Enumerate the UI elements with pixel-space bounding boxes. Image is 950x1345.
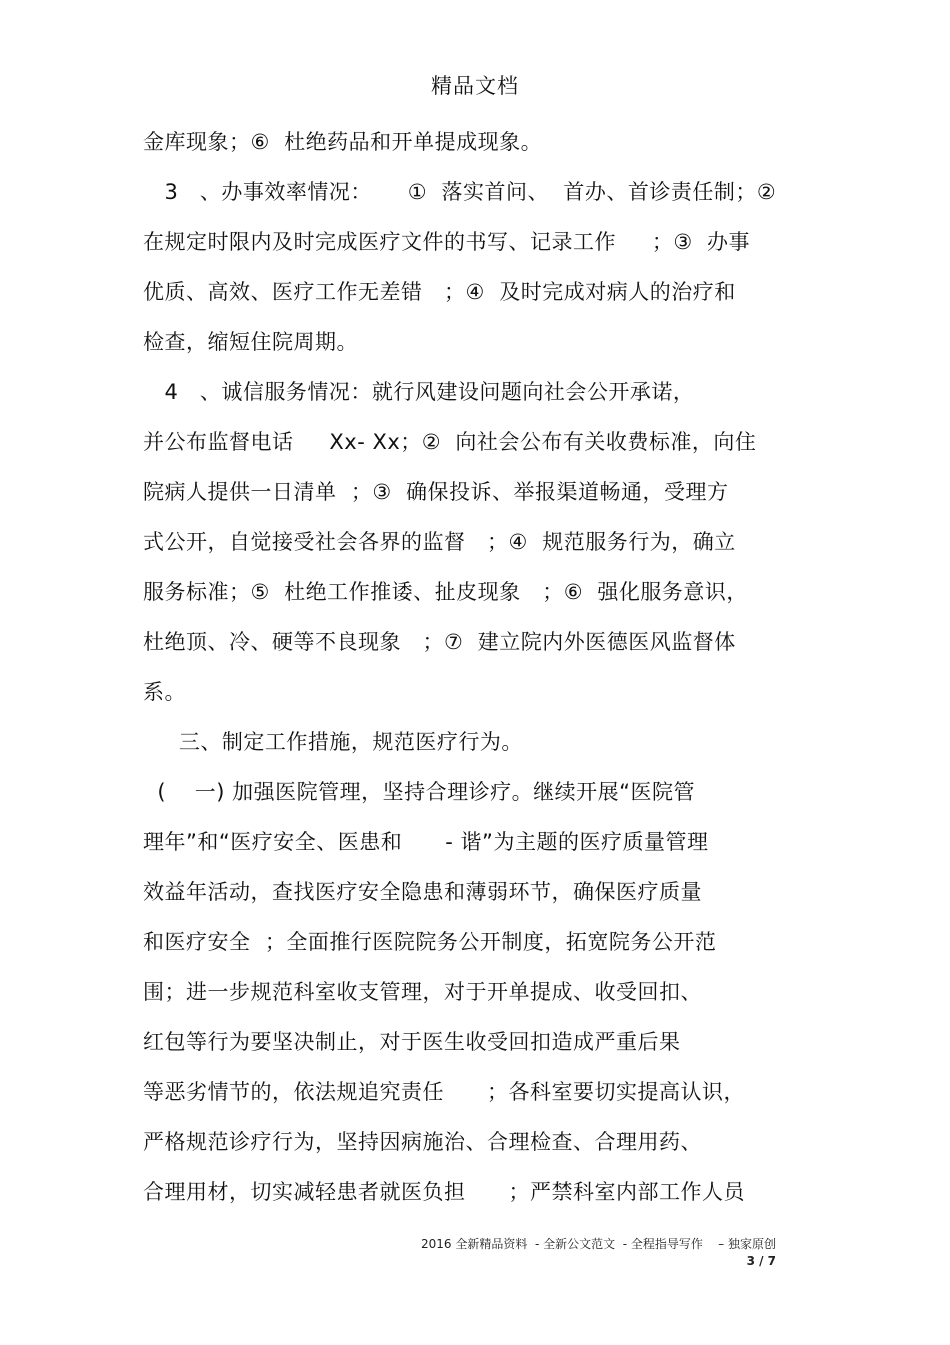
body-line: 和医疗安全 ；全面推行医院院务公开制度，拓宽院务公开范 [143,930,717,954]
body-line: 式公开，自觉接受社会各界的监督 ；④ 规范服务行为，确立 [143,530,736,554]
body-line: 合理用材，切实减轻患者就医负担 ；严禁科室内部工作人员 [143,1180,746,1204]
body-line: ( 一) 加强医院管理，坚持合理诊疗。继续开展“医院管 [143,780,695,804]
body-line: 并公布监督电话 Xx- Xx；② 向社会公布有关收费标准，向住 [143,430,757,454]
body-line: 4 、诚信服务情况：就行风建设问题向社会公开承诺， [143,380,695,404]
body-line: 服务标准；⑤ 杜绝工作推诿、扯皮现象 ；⑥ 强化服务意识， [143,580,748,604]
body-line: 院病人提供一日清单 ；③ 确保投诉、举报渠道畅通，受理方 [143,480,729,504]
body-line: 杜绝顶、冷、硬等不良现象 ；⑦ 建立院内外医德医风监督体 [143,630,736,654]
body-line: 理年”和“医疗安全、医患和 - 谐”为主题的医疗质量管理 [143,830,709,854]
page-header-title: 精品文档 [431,74,519,98]
body-line: 效益年活动，查找医疗安全隐患和薄弱环节，确保医疗质量 [143,880,702,904]
body-line: 在规定时限内及时完成医疗文件的书写、记录工作 ；③ 办事 [143,230,751,254]
body-line: 3 、办事效率情况： ① 落实首问、 首办、首诊责任制；② [143,180,777,204]
footer-info: 2016 全新精品资料 - 全新公文范文 - 全程指导写作 – 独家原创 [421,1237,776,1251]
page-number: 3 / 7 [746,1254,776,1268]
body-line: 严格规范诊疗行为，坚持因病施治、合理检查、合理用药、 [143,1130,702,1154]
body-line: 金库现象；⑥ 杜绝药品和开单提成现象。 [143,130,543,154]
body-line: 红包等行为要坚决制止，对于医生收受回扣造成严重后果 [143,1030,681,1054]
body-line: 围；进一步规范科室收支管理，对于开单提成、收受回扣、 [143,980,702,1004]
body-line: 优质、高效、医疗工作无差错 ；④ 及时完成对病人的治疗和 [143,280,736,304]
body-line: 系。 [143,680,186,704]
body-line: 等恶劣情节的，依法规追究责任 ；各科室要切实提高认识， [143,1080,746,1104]
body-line: 检查，缩短住院周期。 [143,330,358,354]
section-heading: 三、制定工作措施，规范医疗行为。 [143,730,523,754]
